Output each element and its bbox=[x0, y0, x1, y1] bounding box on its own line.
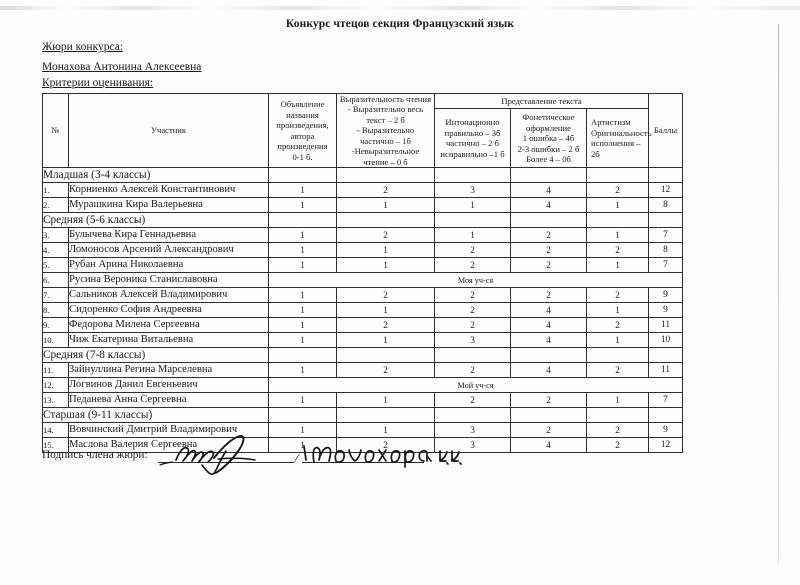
score-cell: 1 bbox=[587, 228, 649, 243]
total-points-cell: 10 bbox=[649, 333, 683, 348]
total-points-cell: 12 bbox=[649, 438, 683, 453]
expressiveness-line-4: - Выразительно bbox=[356, 125, 415, 136]
category-row bbox=[43, 168, 683, 183]
score-cell: 1 bbox=[435, 228, 511, 243]
artistry-line-2: Оригинальность bbox=[591, 127, 652, 138]
score-cell: 2 bbox=[435, 393, 511, 408]
total-points-cell: 12 bbox=[649, 183, 683, 198]
score-cell: 3 bbox=[435, 423, 511, 438]
category-blank-cell bbox=[649, 213, 683, 228]
category-blank-cell bbox=[435, 408, 511, 423]
table-row bbox=[43, 423, 683, 438]
table-row bbox=[43, 378, 683, 393]
score-cell: 2 bbox=[511, 423, 587, 438]
score-cell: 4 bbox=[511, 198, 587, 213]
score-cell: 4 bbox=[511, 318, 587, 333]
table-row bbox=[43, 228, 683, 243]
category-blank-cell bbox=[587, 348, 649, 363]
column-header-presentation-group: Представление текста bbox=[435, 94, 649, 109]
participant-name: Сальников Алексей Владимирович bbox=[69, 288, 269, 303]
row-number: 2. bbox=[43, 198, 69, 213]
phonetics-line-5: Более 4 – 0б bbox=[526, 154, 571, 165]
category-blank-cell bbox=[435, 213, 511, 228]
expressiveness-line-2: - Выразительно весь bbox=[347, 104, 424, 115]
score-cell: 4 bbox=[511, 438, 587, 453]
column-header-expressiveness bbox=[337, 94, 435, 168]
table-row bbox=[43, 273, 683, 288]
row-number: 8. bbox=[43, 303, 69, 318]
score-cell: 2 bbox=[435, 303, 511, 318]
category-blank-cell bbox=[511, 168, 587, 183]
category-label: Средняя (5-6 классы) bbox=[43, 213, 269, 228]
category-blank-cell bbox=[511, 213, 587, 228]
category-blank-cell bbox=[435, 168, 511, 183]
column-header-phonetics bbox=[511, 109, 587, 168]
table-row bbox=[43, 288, 683, 303]
score-cell: 2 bbox=[511, 228, 587, 243]
expressiveness-line-5: частично – 1б bbox=[360, 135, 411, 146]
score-cell: 1 bbox=[269, 393, 337, 408]
participant-name: Логвинов Данил Евгеньевич bbox=[69, 378, 269, 393]
jury-label: Жюри конкурса: bbox=[42, 41, 124, 53]
signature-rule-right bbox=[302, 462, 424, 463]
column-header-intonation bbox=[435, 109, 511, 168]
signature-separator: / bbox=[293, 449, 301, 466]
score-cell: 1 bbox=[587, 303, 649, 318]
column-header-points: Баллы bbox=[649, 94, 683, 168]
participant-name: Мурашкина Кира Валерьевна bbox=[69, 198, 269, 213]
score-cell: 1 bbox=[337, 243, 435, 258]
category-blank-cell bbox=[435, 348, 511, 363]
row-number: 6. bbox=[43, 273, 69, 288]
score-cell: 1 bbox=[587, 198, 649, 213]
participant-name: Сидоренко София Андреевна bbox=[69, 303, 269, 318]
table-header-row-1 bbox=[43, 94, 683, 109]
table-row bbox=[43, 243, 683, 258]
participant-name: Педанева Анна Сергеевна bbox=[69, 393, 269, 408]
score-cell: 1 bbox=[337, 393, 435, 408]
score-cell: 1 bbox=[269, 228, 337, 243]
score-cell: 2 bbox=[435, 318, 511, 333]
expressiveness-line-7: чтение – 0 б bbox=[363, 156, 408, 167]
score-cell: 1 bbox=[269, 258, 337, 273]
score-cell: 1 bbox=[269, 438, 337, 453]
score-cell: 2 bbox=[587, 438, 649, 453]
announcement-line-2: названия bbox=[286, 109, 319, 120]
participant-name: Чиж Екатерина Витальевна bbox=[69, 333, 269, 348]
score-cell: 1 bbox=[269, 303, 337, 318]
score-cell: 2 bbox=[511, 393, 587, 408]
participant-name: Корниенко Алексей Константинович bbox=[69, 183, 269, 198]
category-blank-cell bbox=[511, 348, 587, 363]
category-blank-cell bbox=[337, 348, 435, 363]
score-cell: 2 bbox=[587, 288, 649, 303]
row-number: 13. bbox=[43, 393, 69, 408]
score-cell: 2 bbox=[587, 183, 649, 198]
table-row bbox=[43, 333, 683, 348]
category-blank-cell bbox=[337, 168, 435, 183]
score-cell: 4 bbox=[511, 303, 587, 318]
score-cell: 4 bbox=[511, 333, 587, 348]
category-blank-cell bbox=[337, 408, 435, 423]
scan-artifact-right-edge bbox=[778, 24, 779, 564]
table-row bbox=[43, 363, 683, 378]
score-cell: 3 bbox=[435, 183, 511, 198]
row-note: Моя уч-ся bbox=[269, 273, 683, 288]
total-points-cell: 7 bbox=[649, 228, 683, 243]
score-cell: 1 bbox=[269, 183, 337, 198]
row-number: 15. bbox=[43, 438, 69, 453]
table-row bbox=[43, 183, 683, 198]
announcement-line-1: Объявление bbox=[280, 99, 325, 110]
score-cell: 2 bbox=[337, 183, 435, 198]
announcement-line-4: автора bbox=[290, 130, 315, 141]
total-points-cell: 7 bbox=[649, 393, 683, 408]
row-number: 7. bbox=[43, 288, 69, 303]
score-cell: 2 bbox=[337, 228, 435, 243]
intonation-line-2: правильно – 3б bbox=[444, 127, 501, 138]
announcement-line-5: произведения bbox=[277, 141, 328, 152]
category-blank-cell bbox=[649, 348, 683, 363]
score-cell: 2 bbox=[587, 423, 649, 438]
column-header-announcement bbox=[269, 94, 337, 168]
category-blank-cell bbox=[269, 168, 337, 183]
score-cell: 1 bbox=[337, 198, 435, 213]
participant-name: Вовчинский Дмитрий Владимирович bbox=[69, 423, 269, 438]
table-row bbox=[43, 198, 683, 213]
table-row bbox=[43, 303, 683, 318]
total-points-cell: 11 bbox=[649, 363, 683, 378]
participant-name: Маслова Валерия Сергеевна bbox=[69, 438, 269, 453]
row-number: 10. bbox=[43, 333, 69, 348]
score-cell: 1 bbox=[337, 423, 435, 438]
score-cell: 1 bbox=[587, 333, 649, 348]
expressiveness-line-1: Выразительность чтения bbox=[339, 94, 432, 104]
score-cell: 2 bbox=[435, 243, 511, 258]
row-number: 12. bbox=[43, 378, 69, 393]
intonation-line-4: исправильно –1 б bbox=[440, 148, 505, 159]
participant-name: Зайнуллина Регина Марселевна bbox=[69, 363, 269, 378]
score-cell: 1 bbox=[269, 363, 337, 378]
table-row bbox=[43, 258, 683, 273]
score-cell: 1 bbox=[435, 198, 511, 213]
category-blank-cell bbox=[269, 213, 337, 228]
row-number: 11. bbox=[43, 363, 69, 378]
expressiveness-line-3: текст – 2 б bbox=[366, 114, 405, 125]
participant-name: Ломоносов Арсений Александрович bbox=[69, 243, 269, 258]
score-cell: 2 bbox=[435, 288, 511, 303]
category-label: Старшая (9-11 классы) bbox=[43, 408, 269, 423]
score-cell: 2 bbox=[587, 363, 649, 378]
announcement-line-6: 0-1 б. bbox=[292, 151, 313, 162]
participant-name: Федорова Милена Сергеевна bbox=[69, 318, 269, 333]
score-cell: 1 bbox=[337, 258, 435, 273]
category-label: Младшая (3-4 классы) bbox=[43, 168, 269, 183]
score-cell: 4 bbox=[511, 183, 587, 198]
participant-name: Рубан Арина Николаевна bbox=[69, 258, 269, 273]
table-row bbox=[43, 393, 683, 408]
score-cell: 1 bbox=[337, 333, 435, 348]
score-cell: 2 bbox=[511, 243, 587, 258]
table-body bbox=[43, 168, 683, 453]
column-header-participant: Участник bbox=[69, 94, 269, 168]
column-header-artistry bbox=[587, 109, 652, 168]
score-cell: 1 bbox=[269, 288, 337, 303]
score-cell: 2 bbox=[511, 258, 587, 273]
score-cell: 1 bbox=[587, 393, 649, 408]
score-cell: 2 bbox=[337, 363, 435, 378]
score-cell: 1 bbox=[337, 303, 435, 318]
category-blank-cell bbox=[269, 408, 337, 423]
score-cell: 2 bbox=[587, 318, 649, 333]
phonetics-line-3: 1 ошибка – 4б bbox=[522, 133, 575, 144]
signature-label: Подпись члена жюри: bbox=[42, 449, 148, 461]
total-points-cell: 9 bbox=[649, 423, 683, 438]
total-points-cell: 8 bbox=[649, 198, 683, 213]
intonation-line-3: частично – 2 б bbox=[446, 138, 499, 149]
phonetics-line-4: 2-3 ошибки – 2 б bbox=[517, 143, 580, 154]
row-number: 14. bbox=[43, 423, 69, 438]
scan-artifact-top bbox=[0, 6, 800, 10]
total-points-cell: 11 bbox=[649, 318, 683, 333]
score-cell: 2 bbox=[337, 438, 435, 453]
category-blank-cell bbox=[649, 408, 683, 423]
jury-member-name: Монахова Антонина Алексеевна bbox=[42, 61, 202, 73]
announcement-line-3: произведения, bbox=[276, 120, 329, 131]
row-number: 9. bbox=[43, 318, 69, 333]
category-blank-cell bbox=[337, 213, 435, 228]
category-blank-cell bbox=[511, 408, 587, 423]
score-cell: 2 bbox=[435, 258, 511, 273]
score-cell: 2 bbox=[511, 288, 587, 303]
intonation-line-1: Интонационно bbox=[445, 117, 500, 128]
total-points-cell: 8 bbox=[649, 243, 683, 258]
artistry-line-3: исполнения – 2б bbox=[591, 138, 641, 159]
score-cell: 2 bbox=[337, 318, 435, 333]
row-number: 3. bbox=[43, 228, 69, 243]
score-cell: 1 bbox=[587, 258, 649, 273]
total-points-cell: 9 bbox=[649, 303, 683, 318]
total-points-cell: 9 bbox=[649, 288, 683, 303]
score-cell: 1 bbox=[269, 243, 337, 258]
participant-name: Русина Вероника Станиславовна bbox=[69, 273, 269, 288]
score-cell: 1 bbox=[269, 198, 337, 213]
total-points-cell: 7 bbox=[649, 258, 683, 273]
column-header-number: № bbox=[43, 94, 69, 168]
page-title: Конкурс чтецов секция Французский язык bbox=[285, 18, 515, 30]
table-head bbox=[43, 94, 683, 168]
scoring-table bbox=[42, 93, 683, 453]
score-cell: 3 bbox=[435, 438, 511, 453]
score-cell: 1 bbox=[269, 333, 337, 348]
expressiveness-line-6: -Невыразительное bbox=[351, 146, 420, 157]
category-blank-cell bbox=[269, 348, 337, 363]
category-row bbox=[43, 408, 683, 423]
category-row bbox=[43, 348, 683, 363]
score-cell: 2 bbox=[435, 363, 511, 378]
row-note: Мой уч-ся bbox=[269, 378, 683, 393]
row-number: 5. bbox=[43, 258, 69, 273]
score-cell: 2 bbox=[587, 243, 649, 258]
phonetics-line-1: Фонетическое bbox=[522, 112, 575, 123]
score-cell: 3 bbox=[435, 333, 511, 348]
category-label: Средняя (7-8 классы) bbox=[43, 348, 269, 363]
participant-name: Булычева Кира Геннадьевна bbox=[69, 228, 269, 243]
category-blank-cell bbox=[649, 168, 683, 183]
table-row bbox=[43, 318, 683, 333]
score-cell: 2 bbox=[337, 288, 435, 303]
row-number: 4. bbox=[43, 243, 69, 258]
phonetics-line-2: оформление bbox=[526, 122, 571, 133]
artistry-line-1: Артистизм bbox=[591, 117, 631, 128]
category-blank-cell bbox=[587, 168, 649, 183]
row-number: 1. bbox=[43, 183, 69, 198]
category-blank-cell bbox=[587, 408, 649, 423]
signature-rule-left bbox=[158, 462, 294, 463]
category-blank-cell bbox=[587, 213, 649, 228]
category-row bbox=[43, 213, 683, 228]
score-cell: 4 bbox=[511, 363, 587, 378]
criteria-label: Критерии оценивания: bbox=[42, 77, 154, 89]
score-cell: 1 bbox=[269, 423, 337, 438]
score-cell: 1 bbox=[269, 318, 337, 333]
